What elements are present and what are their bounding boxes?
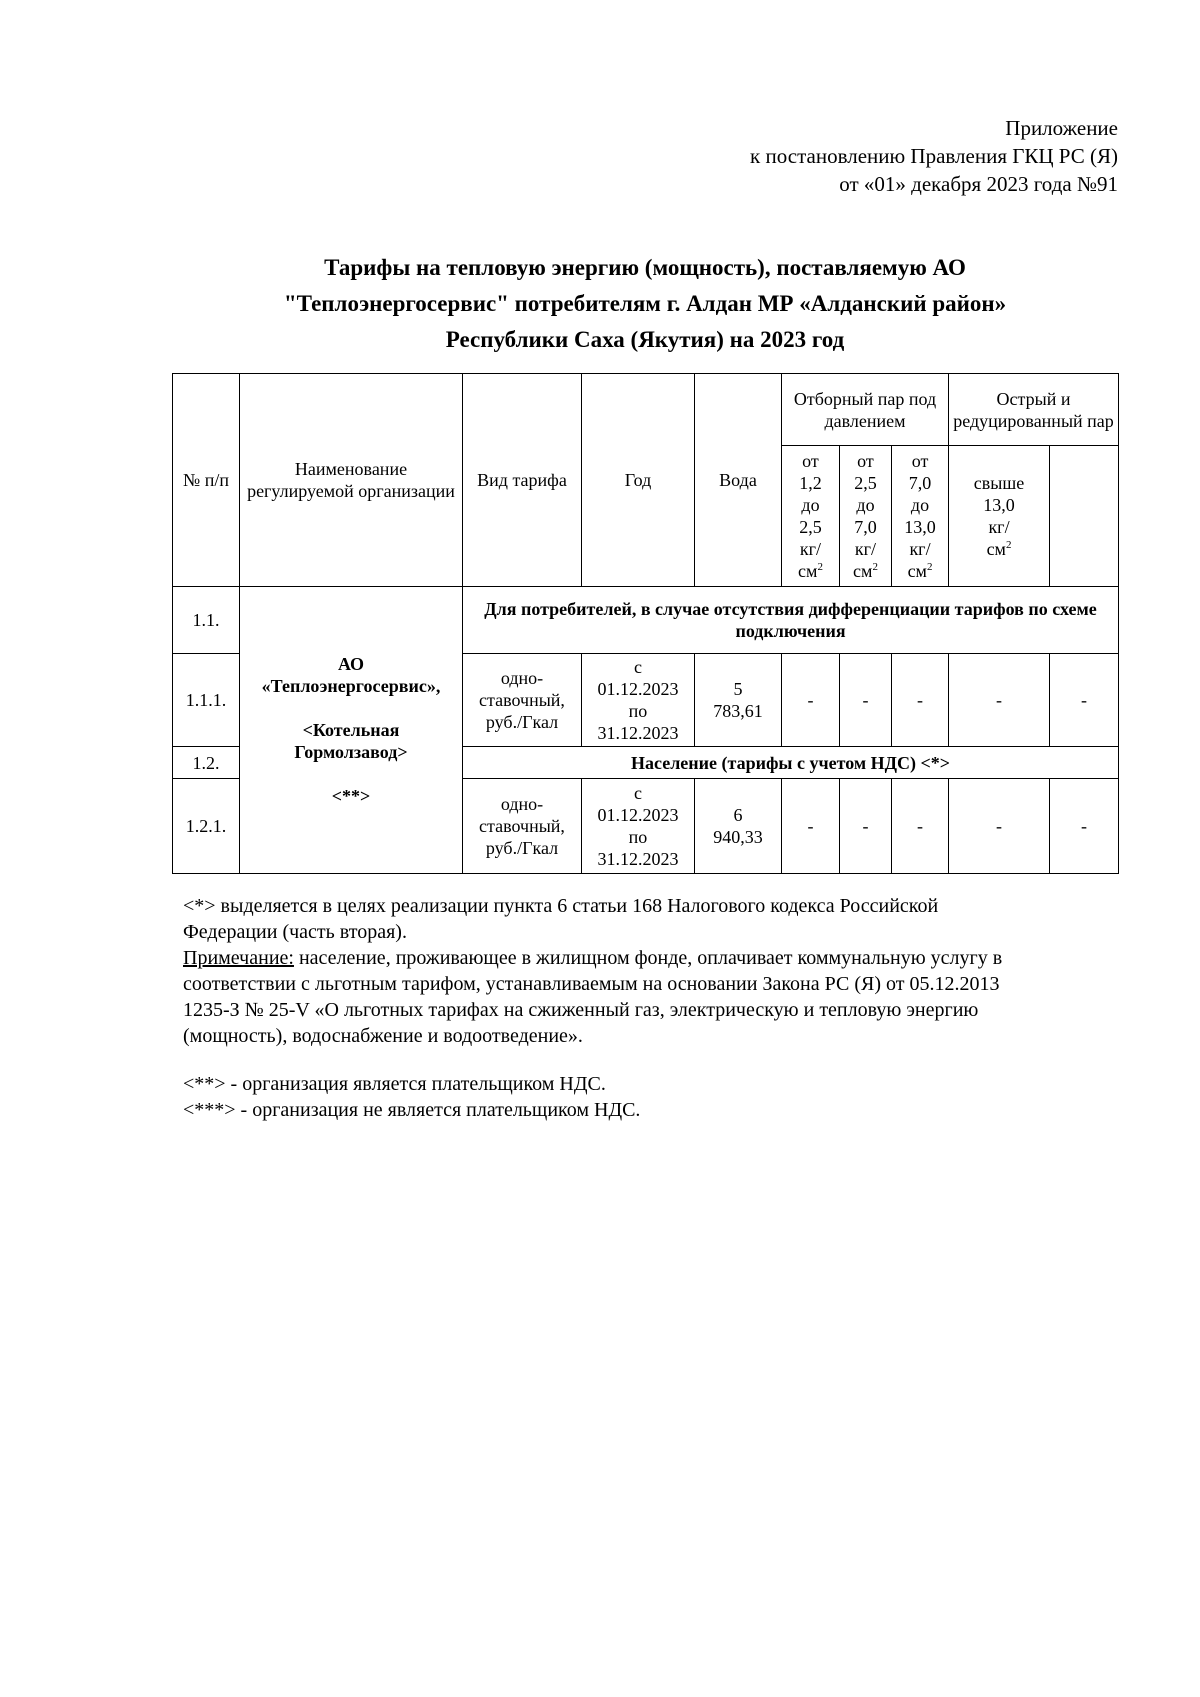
header-tariff-type: Вид тарифа — [463, 374, 582, 587]
value-cell: - — [1050, 779, 1119, 874]
value-cell: - — [892, 779, 949, 874]
row-num: 1.1.1. — [173, 654, 240, 747]
note-paragraph-a: Примечание: население, проживающее в жилищном фонде, оплачивает коммунальную услугу в — [183, 947, 1003, 969]
value-cell: - — [840, 779, 892, 874]
section-header: Население (тарифы с учетом НДС) <*> — [463, 747, 1119, 779]
value-cell: - — [782, 654, 840, 747]
footnotes — [183, 893, 1113, 1123]
footnote-vat-a: <*> выделяется в целях реализации пункта 6 статьи 168 Налогового кодекса Российской — [183, 895, 939, 917]
header-water: Вода — [695, 374, 782, 587]
water-cell: 6 940,33 — [695, 779, 782, 874]
note-label: Примечание: — [183, 947, 294, 969]
value-cell: - — [782, 779, 840, 874]
value-cell: - — [1050, 654, 1119, 747]
appendix-header — [750, 114, 1118, 198]
value-cell: - — [949, 779, 1050, 874]
header-steam-group: Отборный пар под давлением — [782, 374, 949, 446]
row-num: 1.1. — [173, 587, 240, 654]
title-line-2: "Теплоэнергосервис" потребителям г. Алдан МР «Алданский район» — [283, 291, 1007, 316]
header-sub-5 — [1050, 446, 1119, 587]
header-row-1 — [173, 374, 1119, 446]
period-cell: с 01.12.2023 по 31.12.2023 — [582, 654, 695, 747]
value-cell: - — [892, 654, 949, 747]
footnote-non-vat-payer: <***> - организация не является плательщиком НДС. — [183, 1099, 641, 1121]
header-sharp-steam-group: Острый и редуцированный пар — [949, 374, 1119, 446]
header-sub-3: от 7,0 до 13,0 кг/ $см^2$ — [892, 446, 949, 587]
title-line-1: Тарифы на тепловую энергию (мощность), поставляемую АО — [324, 255, 966, 280]
tariff-type-cell: одно- ставочный, руб./Гкал — [463, 654, 582, 747]
tariff-type-cell: одно- ставочный, руб./Гкал — [463, 779, 582, 874]
header-org: Наименование регулируемой организации — [240, 374, 463, 587]
row-num: 1.2. — [173, 747, 240, 779]
note-paragraph-b: соответствии с льготным тарифом, устанавливаемым на основании Закона РС (Я) от 05.12.2013 — [183, 973, 1000, 995]
header-num: № п/п — [173, 374, 240, 587]
appendix-line-1: Приложение — [1005, 116, 1118, 140]
section-header: Для потребителей, в случае отсутствия дифференциации тарифов по схеме подключения — [463, 587, 1119, 654]
note-paragraph-d: (мощность), водоснабжение и водоотведение». — [183, 1025, 583, 1047]
appendix-line-2: к постановлению Правления ГКЦ РС (Я) — [750, 144, 1118, 168]
header-sub-2: от 2,5 до 7,0 кг/ $см^2$ — [840, 446, 892, 587]
footnote-vat-b: Федерации (часть вторая). — [183, 921, 407, 943]
document-title — [172, 250, 1118, 358]
appendix-line-3: от «01» декабря 2023 года №91 — [839, 172, 1118, 196]
header-sub-4: свыше 13,0 кг/ $см^2$ — [949, 446, 1050, 587]
water-cell: 5 783,61 — [695, 654, 782, 747]
period-cell: с 01.12.2023 по 31.12.2023 — [582, 779, 695, 874]
tariff-table — [172, 373, 1119, 874]
row-num: 1.2.1. — [173, 779, 240, 874]
note-paragraph-c: 1235-З № 25-V «О льготных тарифах на сжиженный газ, электрическую и тепловую энергию — [183, 999, 979, 1021]
value-cell: - — [840, 654, 892, 747]
value-cell: - — [949, 654, 1050, 747]
title-line-3: Республики Саха (Якутия) на 2023 год — [445, 327, 845, 352]
table-row — [173, 587, 1119, 654]
header-sub-1: от 1,2 до 2,5 кг/ $см^2$ — [782, 446, 840, 587]
org-cell: АО «Теплоэнергосервис», <Котельная Гормолзавод> <**> — [240, 587, 463, 874]
footnote-vat-payer: <**> - организация является плательщиком НДС. — [183, 1073, 606, 1095]
header-year: Год — [582, 374, 695, 587]
